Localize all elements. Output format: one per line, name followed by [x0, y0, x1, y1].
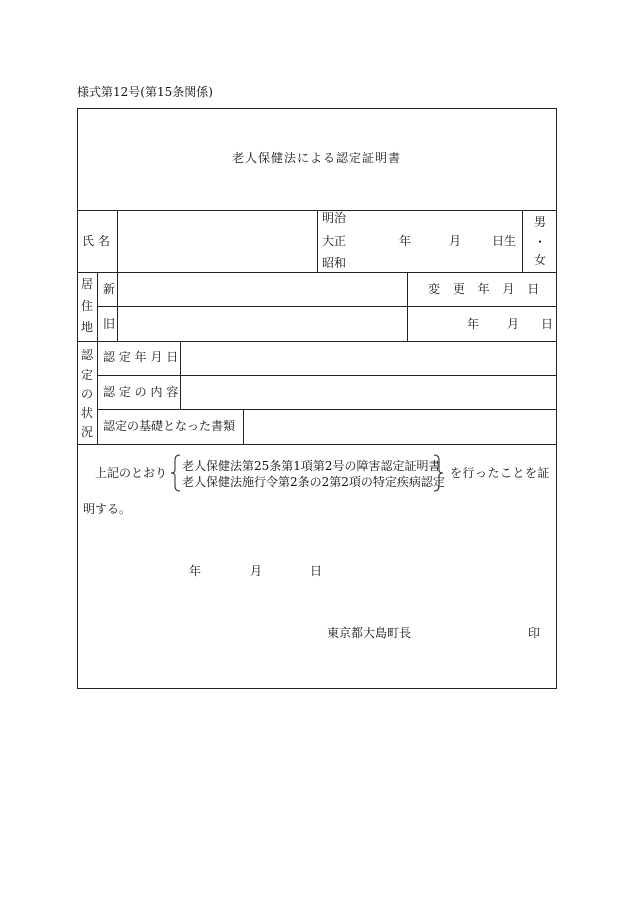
- birth-day-label: 日生: [492, 234, 517, 248]
- address-new-label: 新: [103, 282, 116, 296]
- rule-status-bottom: [77, 444, 557, 445]
- old-date-day: 日: [541, 317, 554, 331]
- birth-month-label: 月: [449, 234, 462, 248]
- document-title: 老人保健法による認定証明書: [231, 151, 401, 165]
- certification-content-label: 認 定 の 内 容: [103, 385, 179, 399]
- sex-male: 男: [533, 215, 546, 229]
- status-label-3: の: [80, 387, 93, 401]
- rule-address-date-divider: [407, 272, 408, 341]
- statement-option-2: 老人保健法施行令第2条の2第2項の特定疾病認定: [182, 475, 445, 489]
- rule-name-bottom: [77, 272, 557, 273]
- rule-name-birth-divider: [317, 210, 318, 272]
- rule-status-split-2: [97, 409, 557, 410]
- issue-day-label: 日: [310, 564, 323, 578]
- left-brace: [171, 455, 180, 491]
- issue-month-label: 月: [250, 564, 263, 578]
- address-label-1: 居: [80, 277, 93, 291]
- rule-basis-label-divider: [243, 409, 244, 444]
- issue-year-label: 年: [189, 564, 202, 578]
- birth-year-label: 年: [399, 234, 412, 248]
- seal-mark: 印: [528, 626, 541, 640]
- address-label-2: 住: [80, 299, 93, 313]
- old-date-month: 月: [507, 317, 520, 331]
- era-meiji: 明治: [322, 211, 347, 225]
- certification-basis-label: 認定の基礎となった書類: [103, 419, 236, 433]
- form-number: 様式第12号(第15条関係): [77, 85, 213, 99]
- rule-birth-sex-divider: [522, 210, 523, 272]
- issuer-name: 東京都大島町長: [327, 626, 412, 640]
- rule-address-bottom: [77, 341, 557, 342]
- rule-address-sub-divider: [117, 272, 118, 341]
- rule-section-label-divider: [97, 272, 98, 444]
- statement-suffix: を行ったことを証: [450, 466, 551, 480]
- certification-date-label: 認 定 年 月 日: [103, 350, 179, 364]
- rule-status-label-divider: [180, 341, 181, 409]
- era-showa: 昭和: [322, 256, 347, 270]
- era-taisho: 大正: [322, 234, 347, 248]
- rule-status-split-1: [97, 375, 557, 376]
- status-label-4: 状: [80, 406, 93, 420]
- statement-continuation: 明する。: [83, 502, 132, 516]
- address-label-3: 地: [80, 320, 93, 334]
- status-label-1: 認: [80, 348, 93, 362]
- statement-prefix: 上記のとおり: [95, 466, 168, 480]
- old-date-year: 年: [467, 317, 480, 331]
- sex-separator: ・: [533, 235, 546, 249]
- address-old-label: 旧: [103, 317, 116, 331]
- rule-address-split: [97, 306, 557, 307]
- status-label-5: 況: [80, 425, 93, 439]
- address-change-date-label: 変 更 年 月 日: [428, 282, 540, 296]
- statement-option-1: 老人保健法第25条第1項第2号の障害認定証明書: [182, 459, 441, 473]
- status-label-2: 定: [80, 368, 93, 382]
- name-label: 氏 名: [82, 234, 110, 248]
- rule-name-label-divider: [117, 210, 118, 272]
- sex-female: 女: [533, 253, 546, 267]
